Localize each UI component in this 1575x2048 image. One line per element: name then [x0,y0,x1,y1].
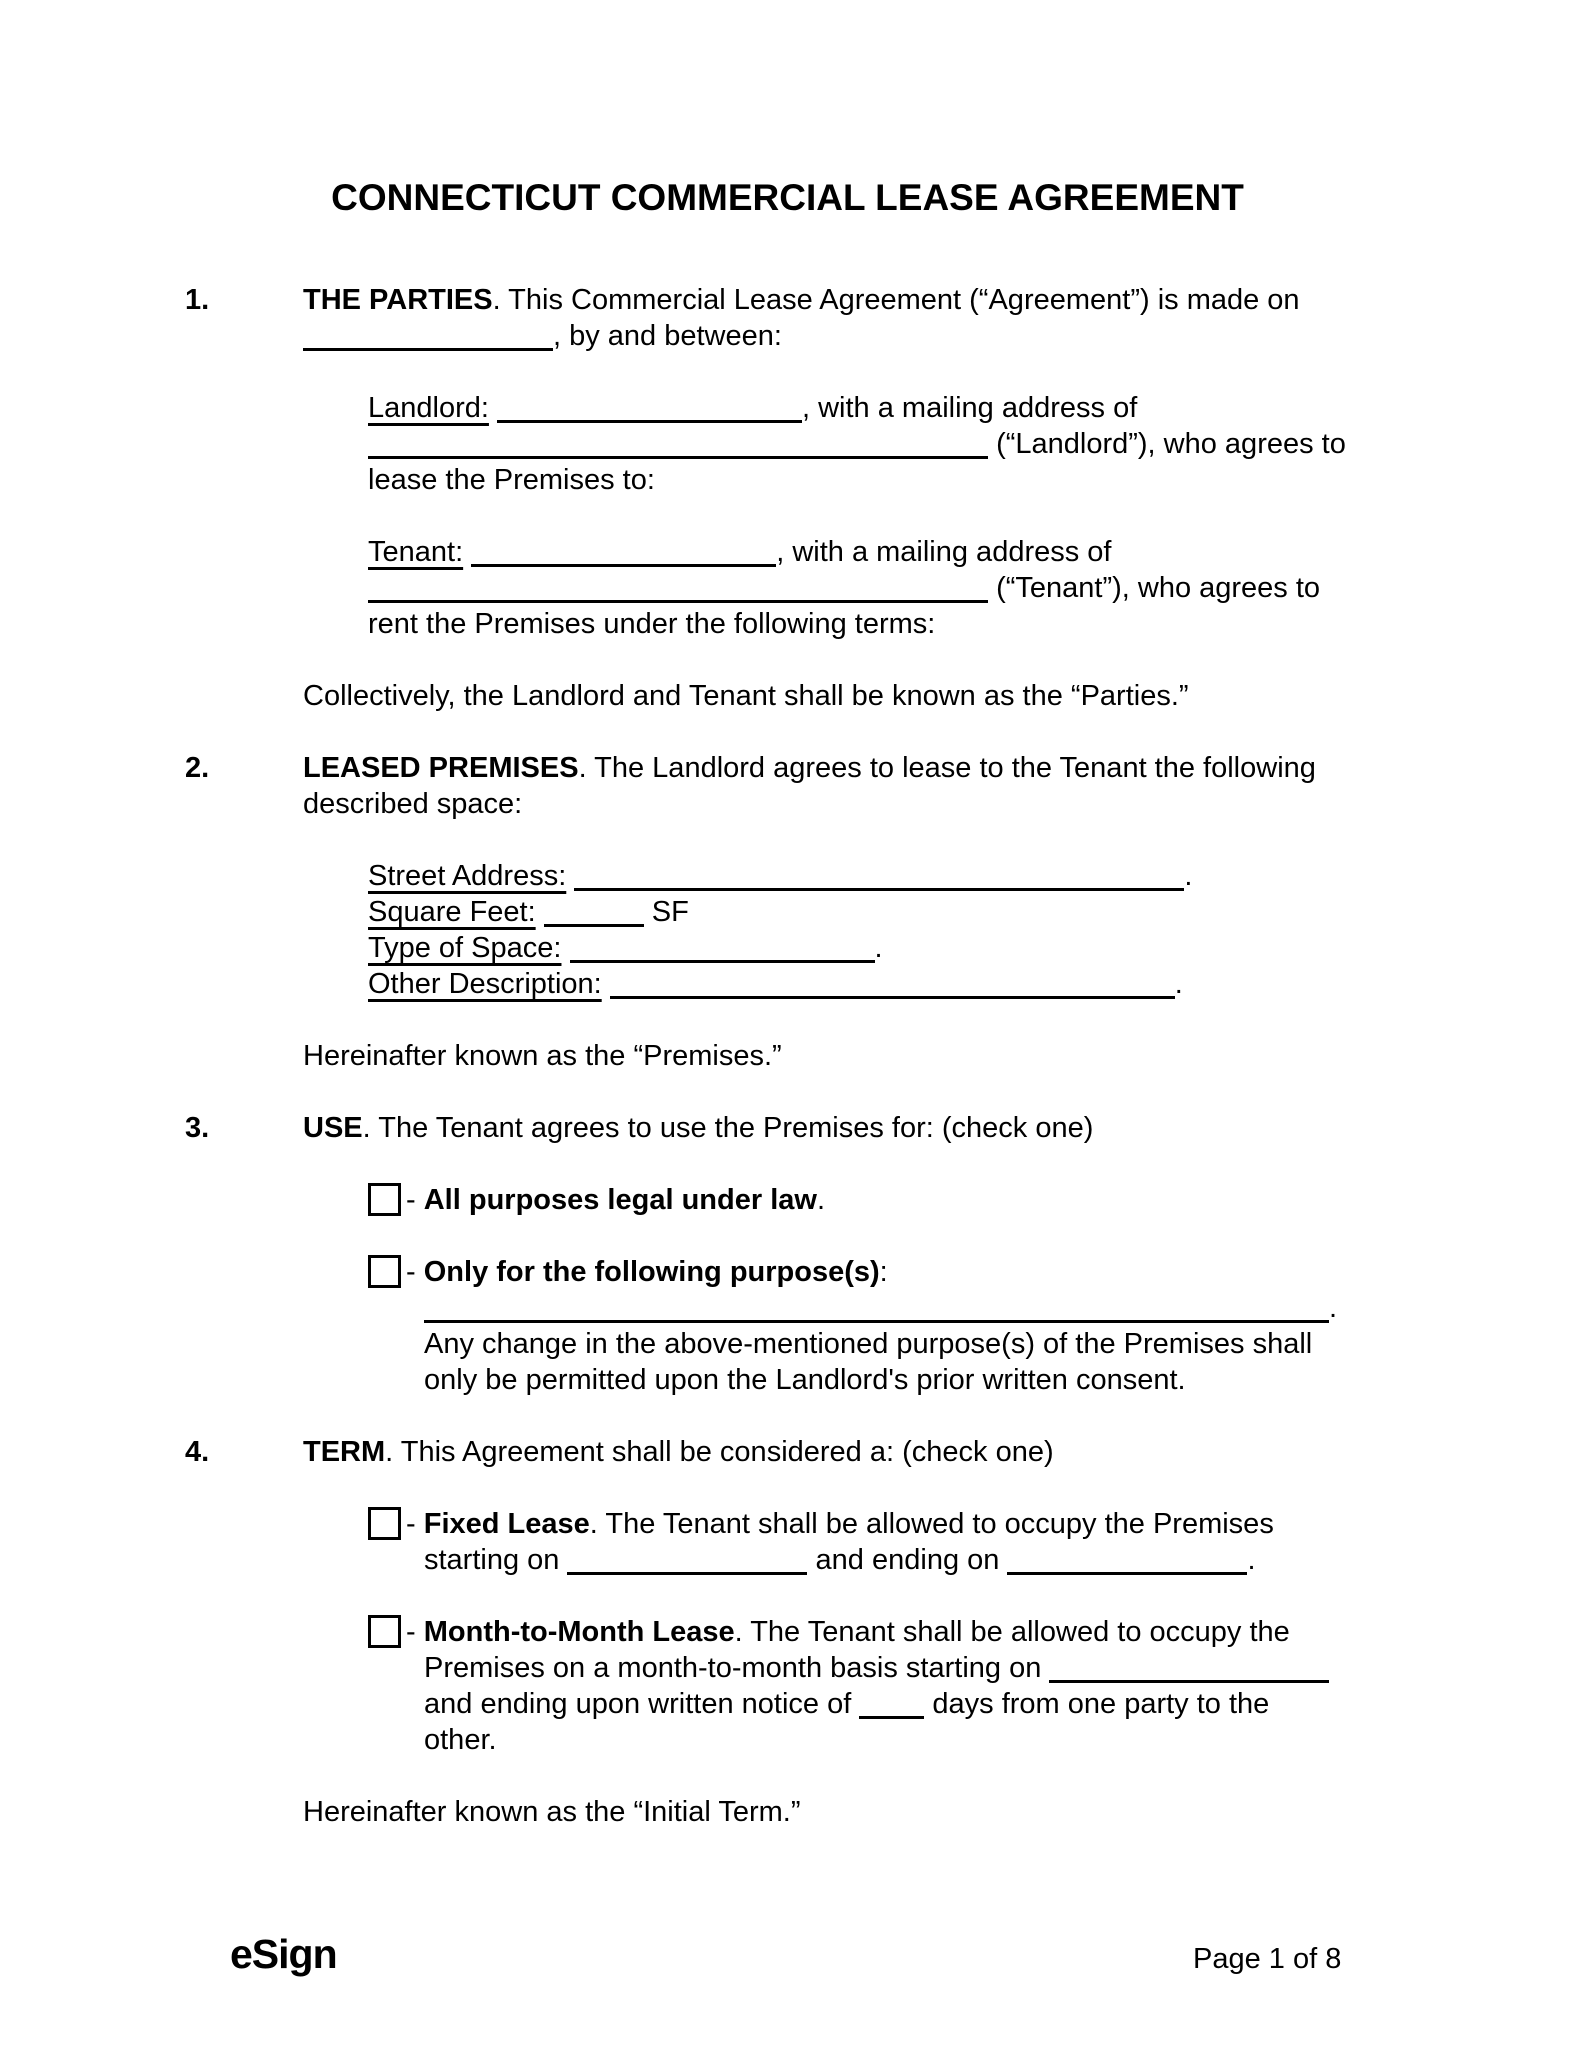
fixed-lease-checkbox[interactable] [368,1507,401,1540]
landlord-label: Landlord: [368,392,489,424]
section-1-heading: THE PARTIES [303,284,493,316]
month-to-month-line3-suffix: days from one party to the [932,1688,1270,1720]
fixed-start-date-blank[interactable] [567,1548,807,1575]
use-option-specific-purpose [368,1254,1390,1398]
purpose-note-line2: only be permitted upon the Landlord's prior written consent. [424,1364,1186,1396]
other-description-suffix: . [1174,968,1183,1000]
premises-fields [368,858,1390,1002]
all-purposes-checkbox[interactable] [368,1183,401,1216]
document-content [185,176,1390,1866]
parties-intro-suffix: , by and between: [553,320,782,352]
term-option-month-to-month [368,1614,1390,1758]
parties-intro-paragraph [303,282,1390,354]
section-2-body [303,750,1390,1074]
month-to-month-line2-text: Premises on a month-to-month basis starting on [424,1652,1042,1684]
section-4-body [303,1434,1390,1830]
purpose-blank[interactable] [424,1296,1329,1323]
month-to-month-line3-text: and ending upon written notice of [424,1688,852,1720]
month-to-month-checkbox[interactable] [368,1615,401,1648]
all-purposes-hyphen: - [406,1184,416,1216]
premises-intro-text: . The Landlord agrees to lease to the Tenant the following [578,752,1316,784]
landlord-after-name: , with a mailing address of [802,392,1138,424]
section-2-number: 2. [185,752,210,784]
parties-collective-statement: Collectively, the Landlord and Tenant shall be known as the “Parties.” [303,680,1189,712]
square-feet-suffix: SF [651,896,689,928]
premises-closing: Hereinafter known as the “Premises.” [303,1040,782,1072]
term-intro-paragraph [303,1434,1390,1470]
use-intro-paragraph [303,1110,1390,1146]
street-address-suffix: . [1184,860,1193,892]
specific-purpose-label: Only for the following purpose(s) [423,1256,880,1288]
landlord-paragraph [368,390,1390,498]
use-option-all-purposes [368,1182,1390,1218]
specific-purpose-checkbox[interactable] [368,1255,401,1288]
fixed-lease-hyphen: - [406,1508,416,1540]
tenant-closing: rent the Premises under the following terms: [368,608,936,640]
month-to-month-label: Month-to-Month Lease [423,1616,735,1648]
landlord-closing: lease the Premises to: [368,464,655,496]
all-purposes-label: All purposes legal under law [423,1184,817,1216]
tenant-after-name: , with a mailing address of [776,536,1112,568]
section-3-body [303,1110,1390,1398]
section-2-leased-premises [185,750,1390,1074]
purpose-note-line1: Any change in the above-mentioned purpose(s) of the Premises shall [424,1328,1313,1360]
other-description-label: Other Description: [368,968,602,1000]
section-3-heading: USE [303,1112,363,1144]
section-2-heading: LEASED PREMISES [303,752,579,784]
fixed-lease-label: Fixed Lease [423,1508,590,1540]
street-address-label: Street Address: [368,860,567,892]
fixed-lease-end-text: and ending on [815,1544,1000,1576]
tenant-paragraph [368,534,1390,642]
section-1-body [303,282,1390,714]
section-4-heading: TERM [303,1436,386,1468]
document-title: CONNECTICUT COMMERCIAL LEASE AGREEMENT [331,177,1244,218]
tenant-name-blank[interactable] [471,540,776,567]
fixed-lease-start-text: starting on [424,1544,560,1576]
square-feet-blank[interactable] [544,900,644,927]
parties-intro-text: . This Commercial Lease Agreement (“Agreement”) is made on [492,284,1300,316]
square-feet-label: Square Feet: [368,896,536,928]
term-closing: Hereinafter known as the “Initial Term.” [303,1796,801,1828]
notice-days-blank[interactable] [859,1692,924,1719]
purpose-blank-suffix: . [1329,1292,1338,1324]
section-4-term [185,1434,1390,1830]
term-intro-text: . This Agreement shall be considered a: (check one) [385,1436,1054,1468]
premises-intro-paragraph [303,750,1390,822]
section-1-the-parties [185,282,1390,714]
all-purposes-suffix: . [816,1184,825,1216]
section-1-number: 1. [185,284,210,316]
type-of-space-suffix: . [874,932,883,964]
landlord-after-address: (“Landlord”), who agrees to [996,428,1346,460]
section-3-use [185,1110,1390,1398]
page-number: Page 1 of 8 [1193,1943,1342,1975]
agreement-date-blank[interactable] [303,324,553,351]
type-of-space-blank[interactable] [570,936,875,963]
section-4-number: 4. [185,1436,210,1468]
specific-purpose-hyphen: - [406,1256,416,1288]
use-intro-text: . The Tenant agrees to use the Premises for: (check one) [362,1112,1094,1144]
m2m-start-date-blank[interactable] [1049,1656,1329,1683]
landlord-address-blank[interactable] [368,432,988,459]
fixed-lease-line2-suffix: . [1247,1544,1256,1576]
tenant-address-blank[interactable] [368,576,988,603]
street-address-blank[interactable] [574,864,1184,891]
fixed-end-date-blank[interactable] [1007,1548,1247,1575]
term-option-fixed-lease [368,1506,1390,1578]
month-to-month-text: . The Tenant shall be allowed to occupy the [734,1616,1290,1648]
fixed-lease-text: . The Tenant shall be allowed to occupy the Premises [589,1508,1274,1540]
section-3-number: 3. [185,1112,210,1144]
tenant-label: Tenant: [368,536,464,568]
esign-logo: eSign [230,1931,337,1977]
other-description-blank[interactable] [610,972,1175,999]
month-to-month-hyphen: - [406,1616,416,1648]
premises-intro-line2: described space: [303,788,523,820]
month-to-month-line4: other. [424,1724,497,1756]
specific-purpose-suffix: : [879,1256,888,1288]
type-of-space-label: Type of Space: [368,932,562,964]
tenant-after-address: (“Tenant”), who agrees to [996,572,1321,604]
landlord-name-blank[interactable] [497,396,802,423]
